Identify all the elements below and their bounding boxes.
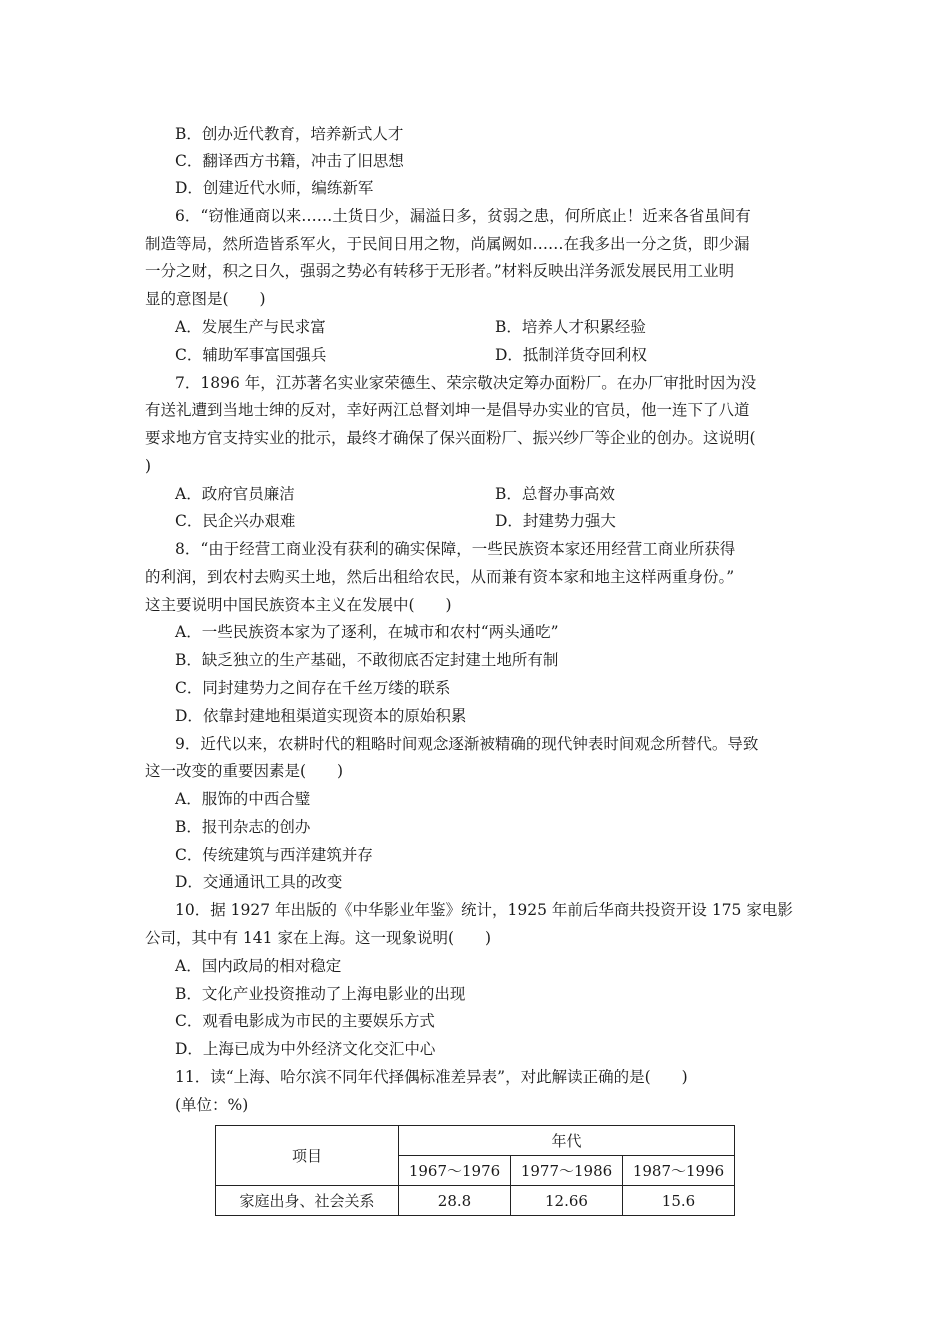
q8-option-b: B．缺乏独立的生产基础，不敢彻底否定封建土地所有制 (175, 651, 559, 669)
table-cell-3: 15.6 (623, 1186, 735, 1216)
q6-option-d: D．抵制洋货夺回利权 (495, 346, 647, 364)
table-period-3: 1987～1996 (623, 1156, 735, 1186)
q6-stem-line-3: 一分之财，积之日久，强弱之势必有转移于无形者。”材料反映出洋务派发展民用工业明 (145, 262, 735, 280)
q7-option-c: C．民企兴办艰难 (175, 512, 296, 530)
q8-option-a: A．一些民族资本家为了逐利，在城市和农村“两头通吃” (175, 623, 559, 641)
table-period-group-header: 年代 (399, 1126, 735, 1156)
q10-stem-line-1: 10．据 1927 年出版的《中华影业年鉴》统计，1925 年前后华商共投资开设 175 家电影 (175, 901, 793, 919)
q9-stem-line-1: 9．近代以来，农耕时代的粗略时间观念逐渐被精确的现代钟表时间观念所替代。导致 (175, 735, 759, 753)
q10-option-a: A．国内政局的相对稳定 (175, 957, 342, 975)
q9-option-c: C．传统建筑与西洋建筑并存 (175, 846, 373, 864)
q6-stem-line-1: 6．“窃惟通商以来……土货日少，漏溢日多，贫弱之患，何所底止！近来各省虽间有 (175, 207, 751, 225)
table-row-label: 家庭出身、社会关系 (216, 1186, 399, 1216)
q6-option-a: A．发展生产与民求富 (175, 318, 326, 336)
q8-option-c: C．同封建势力之间存在千丝万缕的联系 (175, 679, 451, 697)
q7-option-b: B．总督办事高效 (495, 485, 615, 503)
q6-option-b: B．培养人才积累经验 (495, 318, 646, 336)
q7-option-a: A．政府官员廉洁 (175, 485, 295, 503)
q5-option-c: C．翻译西方书籍，冲击了旧思想 (175, 152, 404, 170)
table-cell-2: 12.66 (511, 1186, 623, 1216)
q7-stem-line-3: 要求地方官支持实业的批示，最终才确保了保兴面粉厂、振兴纱厂等企业的创办。这说明( (145, 429, 756, 447)
q7-option-d: D．封建势力强大 (495, 512, 616, 530)
table-row (216, 1186, 735, 1216)
q10-stem-line-2: 公司，其中有 141 家在上海。这一现象说明( ) (145, 929, 492, 947)
q7-stem-line-2: 有送礼遭到当地士绅的反对，幸好两江总督刘坤一是倡导办实业的官员，他一连下了八道 (145, 401, 750, 419)
q6-stem-line-4: 显的意图是( ) (145, 290, 266, 308)
q11-unit-label: (单位：%) (175, 1096, 249, 1114)
q9-option-b: B．报刊杂志的创办 (175, 818, 311, 836)
q10-option-b: B．文化产业投资推动了上海电影业的出现 (175, 985, 466, 1003)
q6-stem-line-2: 制造等局，然所造皆系军火，于民间日用之物，尚属阙如……在我多出一分之货，即少漏 (145, 235, 750, 253)
q11-stem-line-1: 11．读“上海、哈尔滨不同年代择偶标准差异表”，对此解读正确的是( ) (175, 1068, 688, 1086)
q8-stem-line-2: 的利润，到农村去购买土地，然后出租给农民，从而兼有资本家和地主这样两重身份。” (145, 568, 735, 586)
q5-option-d: D．创建近代水师，编练新军 (175, 179, 374, 197)
table-period-1: 1967～1976 (399, 1156, 511, 1186)
q6-option-c: C．辅助军事富国强兵 (175, 346, 327, 364)
q9-stem-line-2: 这一改变的重要因素是( ) (145, 762, 344, 780)
q9-option-d: D．交通通讯工具的改变 (175, 873, 343, 891)
q11-data-table (215, 1125, 735, 1216)
q8-stem-line-3: 这主要说明中国民族资本主义在发展中( ) (145, 596, 452, 614)
table-cell-1: 28.8 (399, 1186, 511, 1216)
q8-stem-line-1: 8．“由于经营工商业没有获利的确实保障，一些民族资本家还用经营工商业所获得 (175, 540, 736, 558)
table-period-2: 1977～1986 (511, 1156, 623, 1186)
q7-stem-line-1: 7．1896 年，江苏著名实业家荣德生、荣宗敬决定筹办面粉厂。在办厂审批时因为没 (175, 374, 757, 392)
q10-option-d: D．上海已成为中外经济文化交汇中心 (175, 1040, 436, 1058)
table-item-header: 项目 (216, 1126, 399, 1186)
q5-option-b: B．创办近代教育，培养新式人才 (175, 125, 404, 143)
q10-option-c: C．观看电影成为市民的主要娱乐方式 (175, 1012, 435, 1030)
q7-stem-line-4: ) (145, 457, 152, 475)
q9-option-a: A．服饰的中西合璧 (175, 790, 311, 808)
table-header-row (216, 1126, 735, 1156)
q8-option-d: D．依靠封建地租渠道实现资本的原始积累 (175, 707, 467, 725)
